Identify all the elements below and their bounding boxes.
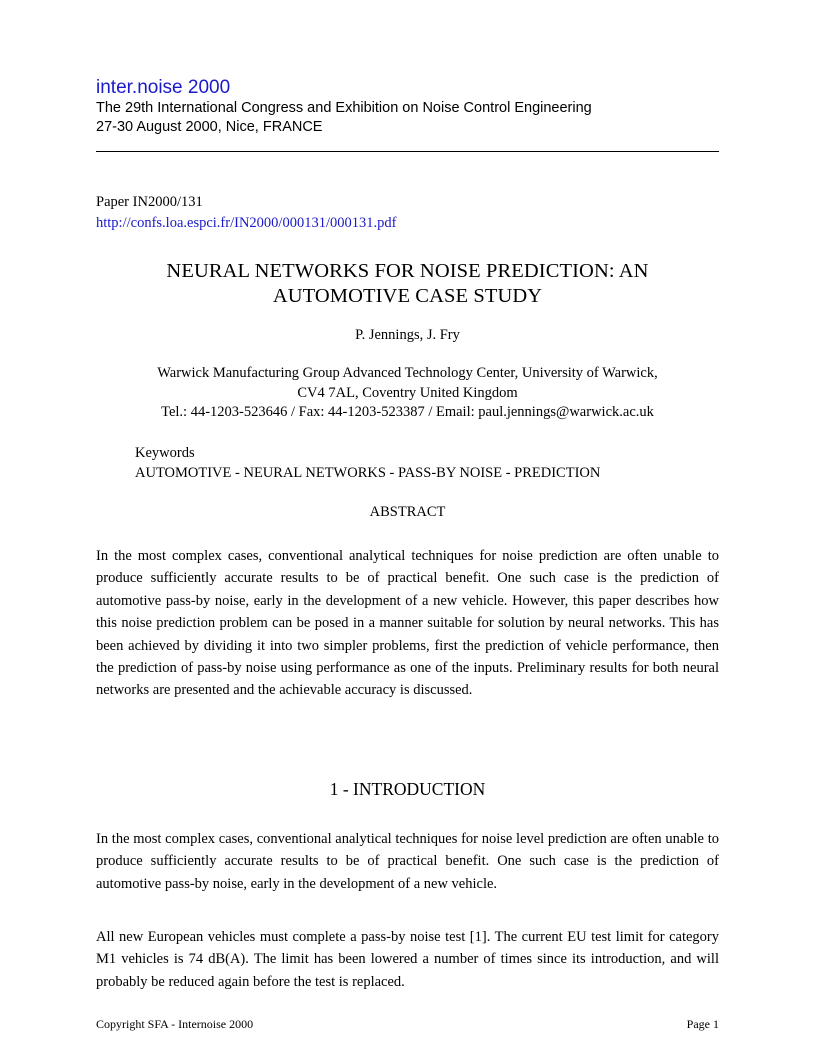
introduction-heading: 1 - INTRODUCTION: [329, 779, 486, 799]
affiliation-line-2: CV4 7AL, Coventry United Kingdom: [297, 384, 518, 401]
paper-authors: P. Jennings, J. Fry: [355, 327, 460, 343]
footer-page-number: Page 1: [686, 1017, 719, 1031]
affiliation-block: [96, 364, 719, 423]
paper-title: [96, 259, 719, 309]
conference-name: inter.noise 2000: [96, 77, 231, 98]
keywords-label: Keywords: [135, 445, 195, 461]
paper-title-line-2: AUTOMOTIVE CASE STUDY: [272, 285, 543, 307]
footer-copyright: Copyright SFA - Internoise 2000: [96, 1017, 254, 1031]
keywords-list: AUTOMOTIVE - NEURAL NETWORKS - PASS-BY NOISE - PREDICTION: [135, 465, 601, 481]
abstract-text: In the most complex cases, conventional analytical techniques for noise prediction are often unable to produce sufficiently accurate results to be of practical benefit. One such case is the prediction of automotive pass-by noise, early in the development of a new vehicle. However, this paper describes how this noise prediction problem can be posed in a manner suitable for solution by neural networks. This has been achieved by dividing it into two simpler problems, first the prediction of vehicle performance, then the prediction of pass-by noise using performance as one of the inputs. Preliminary results for both neural networks are presented and the achievable accuracy is discussed.: [96, 548, 719, 699]
affiliation-line-1: Warwick Manufacturing Group Advanced Technology Center, University of Warwick,: [157, 365, 658, 381]
paper-title-line-1: NEURAL NETWORKS FOR NOISE PREDICTION: AN: [166, 260, 649, 282]
contact-line: Tel.: 44-1203-523646 / Fax: 44-1203-523387 / Email: paul.jennings@warwick.ac.uk: [161, 404, 654, 420]
abstract-heading: ABSTRACT: [369, 504, 446, 520]
introduction-paragraph-2: All new European vehicles must complete a pass-by noise test [1]. The current EU test limit for category M1 vehicles is 74 dB(A). The limit has been lowered a number of times since its introduction, and will probably be reduced again before the test is replaced.: [96, 929, 719, 990]
paper-url-link[interactable]: http://confs.loa.espci.fr/IN2000/000131/000131.pdf: [96, 215, 397, 231]
introduction-paragraph-1: In the most complex cases, conventional analytical techniques for noise level prediction are often unable to produce sufficiently accurate results to be of practical benefit. One such case is the prediction of automotive pass-by noise, early in the development of a new vehicle.: [96, 831, 719, 892]
paper-number: Paper IN2000/131: [96, 194, 203, 210]
header-divider: [96, 151, 719, 152]
congress-name: The 29th International Congress and Exhibition on Noise Control Engineering: [96, 100, 592, 116]
conference-date-place: 27-30 August 2000, Nice, FRANCE: [96, 119, 323, 135]
